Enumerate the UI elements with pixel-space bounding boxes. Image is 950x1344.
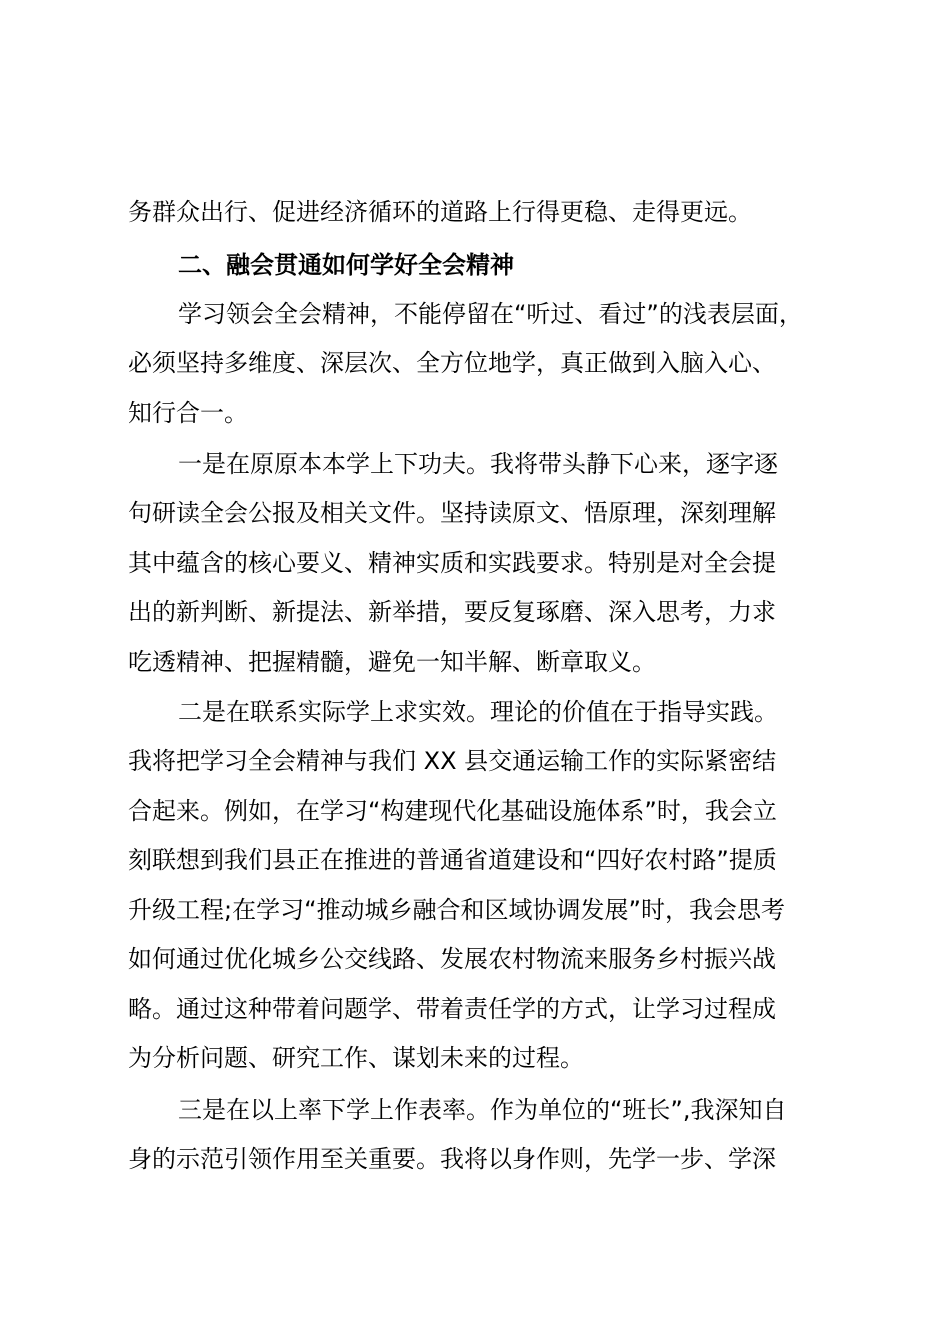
text-line-3: 学习领会全会精神，不能停留在“听过、看过”的浅表层面， bbox=[178, 300, 803, 328]
text-line-7: 句研读全会公报及相关文件。坚持读原文、悟原理，深刻理解 bbox=[128, 499, 776, 527]
text-line-4: 必须坚持多维度、深层次、全方位地学，真正做到入脑入心、 bbox=[128, 349, 776, 377]
text-line-17: 略。通过这种带着问题学、带着责任学的方式，让学习过程成 bbox=[128, 995, 776, 1023]
text-line-11: 二是在联系实际学上求实效。理论的价值在于指导实践。 bbox=[178, 698, 778, 726]
text-line-8: 其中蕴含的核心要义、精神实质和实践要求。特别是对全会提 bbox=[128, 549, 776, 577]
text-line-14: 刻联想到我们县正在推进的普通省道建设和“四好农村路”提质 bbox=[128, 846, 777, 874]
text-line-10: 吃透精神、把握精髓，避免一知半解、断章取义。 bbox=[128, 648, 656, 676]
text-line-9: 出的新判断、新提法、新举措，要反复琢磨、深入思考，力求 bbox=[128, 598, 776, 626]
text-line-6: 一是在原原本本学上下功夫。我将带头静下心来，逐字逐 bbox=[178, 450, 778, 478]
text-line-16: 如何通过优化城乡公交线路、发展农村物流来服务乡村振兴战 bbox=[128, 945, 776, 973]
text-line-12: 我将把学习全会精神与我们 XX 县交通运输工作的实际紧密结 bbox=[128, 747, 777, 775]
text-line-18: 为分析问题、研究工作、谋划未来的过程。 bbox=[128, 1044, 584, 1072]
text-line-13: 合起来。例如，在学习“构建现代化基础设施体系”时，我会立 bbox=[128, 797, 777, 825]
text-line-1: 务群众出行、促进经济循环的道路上行得更稳、走得更远。 bbox=[128, 198, 752, 226]
text-line-5: 知行合一。 bbox=[128, 399, 248, 427]
section-heading: 二、融会贯通如何学好全会精神 bbox=[178, 251, 514, 279]
text-line-15: 升级工程;在学习“推动城乡融合和区域协调发展”时，我会思考 bbox=[128, 896, 785, 924]
text-line-20: 身的示范引领作用至关重要。我将以身作则，先学一步、学深 bbox=[128, 1145, 776, 1173]
text-line-19: 三是在以上率下学上作表率。作为单位的“班长”,我深知自 bbox=[178, 1096, 787, 1124]
